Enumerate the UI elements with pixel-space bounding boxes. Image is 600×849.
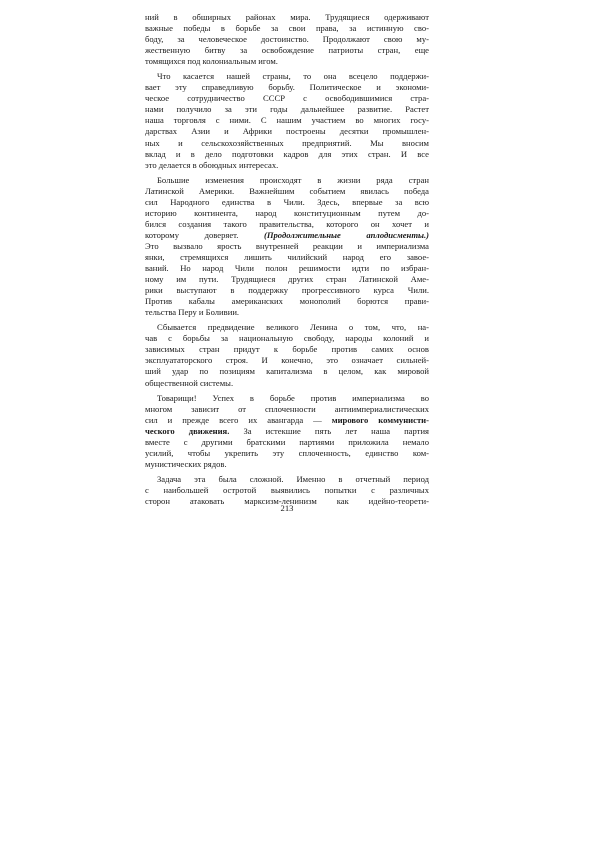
paragraph-4 (145, 322, 429, 388)
text-line: Сбывается предвидение великого Ленина о том, что, на- (157, 322, 429, 333)
bold-phrase: мирового коммунисти- (331, 414, 429, 425)
text-line: Латинской Америки. Важнейшим событием явилась победа (145, 185, 429, 196)
text-line: рики выступают в поддержку прогрессивного курса Чили. (145, 285, 429, 296)
text-line: бился создания такого правительства, которого он хочет и (145, 218, 429, 229)
text-fragment: которому доверяет. (145, 229, 239, 240)
paragraph-1 (145, 12, 429, 67)
text-line (145, 415, 429, 426)
text-line: наша торговля с ними. С нашим участием во многих госу- (145, 115, 429, 126)
text-line: дарствах Азии и Африки построены десятки промышлен- (145, 126, 429, 137)
text-line: Большие изменения происходят в жизни ряда стран (157, 174, 429, 185)
text-line: эксплуататорского строя. И конечно, это означает сильней- (145, 355, 429, 366)
text-line: историю континента, народ конституционным путем до- (145, 207, 429, 218)
text-line (145, 230, 429, 241)
text-fragment: За истекшие пять лет наша партия (229, 425, 429, 436)
text-line: общественной системы. (145, 377, 234, 388)
text-line: тельства Перу и Боливии. (145, 307, 240, 318)
text-line: Это вызвало ярость внутренней реакции и империализма (145, 240, 429, 251)
text-line: вместе с другими братскими партиями приложила немало (145, 436, 429, 447)
text-line: ных и сельскохозяйственных предприятий. Мы вносим (145, 137, 429, 148)
text-line: мунистических рядов. (145, 458, 227, 469)
text-line: боду, за человеческое достоинство. Продолжают свою му- (145, 34, 429, 45)
text-line: важные победы в борьбе за свои права, за истинную сво- (145, 23, 429, 34)
text-line: янки, стремящихся лишить чилийский народ его завое- (145, 251, 429, 262)
text-line: Против кабалы американских монополий борются прави- (145, 296, 429, 307)
text-line: с наибольшей остротой выявились попытки с различных (145, 484, 429, 495)
paragraph-5 (145, 393, 429, 470)
text-line: вклад и в дело подготовки кадров для этих стран. И все (145, 148, 429, 159)
text-line: чав с борьбы за национальную свободу, народы колоний и (145, 333, 429, 344)
text-line: ному им пути. Трудящиеся других стран Латинской Аме- (145, 274, 429, 285)
paragraph-3 (145, 175, 429, 319)
text-line: вает эту справедливую борьбу. Политическое и экономи- (145, 82, 429, 93)
text-line: жественную битву за освобождение патриоты стран, еще (145, 45, 429, 56)
text-line (145, 426, 429, 437)
bold-phrase: ческого движения. (145, 425, 230, 436)
page-number: 213 (280, 503, 294, 513)
text-line: нами получило за эти годы дальнейшее развитие. Растет (145, 104, 429, 115)
text-fragment: сил и прежде всего их авангарда — (145, 414, 322, 425)
book-page (145, 12, 429, 511)
paragraph-2 (145, 71, 429, 170)
text-line: многом зависит от сплоченности антиимпериалистических (145, 403, 429, 414)
applause-remark: (Продолжительные аплодисменты.) (263, 229, 429, 240)
text-line: ческое сотрудничество СССР с освободившимися стра- (145, 93, 429, 104)
text-line: усилий, чтобы укрепить эту сплоченность, единство ком- (145, 447, 429, 458)
text-line: ваний. Но народ Чили полон решимости идти по избран- (145, 263, 429, 274)
text-line: ший удар по позициям капитализма в целом, как мировой (145, 366, 429, 377)
text-line: зависимых стран придут к борьбе против самих основ (145, 344, 429, 355)
text-line: сторон атаковать марксизм-ленинизм как идейно-теорети- (145, 495, 429, 506)
text-line: ний в обширных районах мира. Трудящиеся одерживают (145, 12, 429, 22)
text-line: томящихся под колониальным игом. (145, 56, 278, 67)
text-line: это делается в обоюдных интересах. (145, 159, 279, 170)
text-line: сил Народного единства в Чили. Здесь, впервые за всю (145, 196, 429, 207)
text-line: Задача эта была сложной. Именно в отчетный период (157, 473, 429, 484)
text-line: Товарищи! Успех в борьбе против империализма во (157, 392, 429, 403)
text-line: Что касается нашей страны, то она всецело поддержи- (157, 71, 429, 82)
